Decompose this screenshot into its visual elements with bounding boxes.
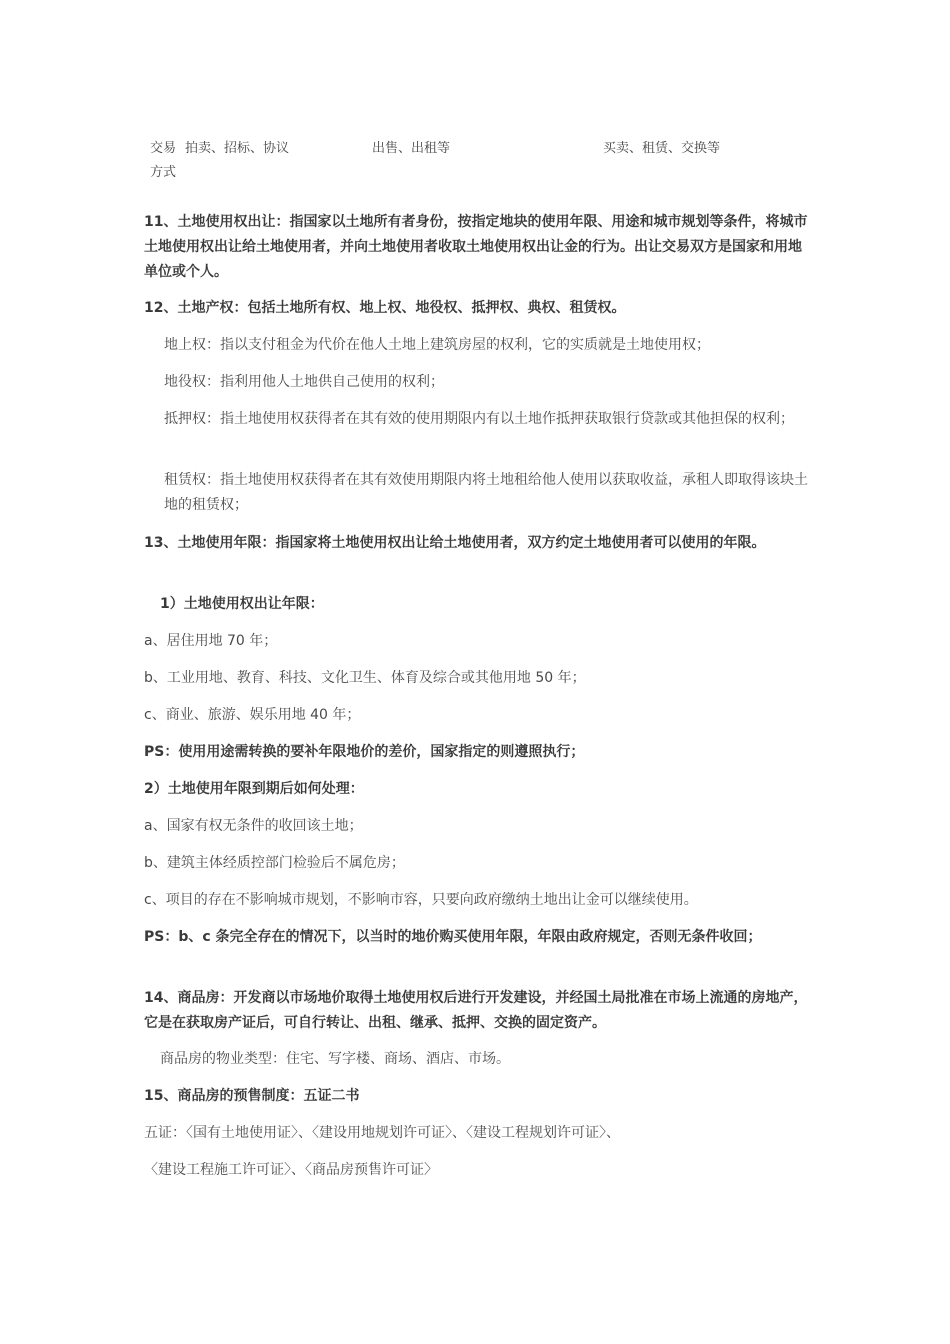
easement-right-definition: 地役权：指利用他人土地供自己使用的权利； xyxy=(164,374,444,390)
table-row-label-cont: 方式 xyxy=(150,165,177,180)
term-item-industrial: b、工业用地、教育、科技、文化卫生、体育及综合或其他用地 50 年； xyxy=(144,670,586,686)
mortgage-right-definition: 抵押权：指土地使用权获得者在其有效的使用期限内有以土地作抵押获取银行贷款或其他担保的权利； xyxy=(164,411,794,427)
expiry-item-c: c、项目的存在不影响城市规划，不影响市容，只要向政府缴纳土地出让金可以继续使用。 xyxy=(144,892,698,908)
table-cell-lease-methods: 出售、出租等 xyxy=(372,141,451,156)
expiry-item-a: a、国家有权无条件的收回该土地； xyxy=(144,818,363,834)
five-certificates-line-2: 〈建设工程施工许可证〉、〈商品房预售许可证〉 xyxy=(144,1162,438,1178)
lease-right-definition: 租赁权：指土地使用权获得者在其有效使用期限内将土地租给他人使用以获取收益，承租人即取得该块土地的租赁权； xyxy=(164,472,808,513)
section-13-title: 13、土地使用年限：指国家将土地使用权出让给土地使用者，双方约定土地使用者可以使用的年限。 xyxy=(144,535,766,551)
expiry-item-b: b、建筑主体经质控部门检验后不属危房； xyxy=(144,855,405,871)
section-15-title: 15、商品房的预售制度：五证二书 xyxy=(144,1088,360,1104)
section-12-title: 12、土地产权：包括土地所有权、地上权、地役权、抵押权、典权、租赁权。 xyxy=(144,300,626,316)
surface-right-definition: 地上权：指以支付租金为代价在他人土地上建筑房屋的权利，它的实质就是土地使用权； xyxy=(164,337,710,353)
term-item-commercial: c、商业、旅游、娱乐用地 40 年； xyxy=(144,707,361,723)
expiry-handling-heading: 2）土地使用年限到期后如何处理： xyxy=(144,781,364,797)
section-14-title: 14、商品房：开发商以市场地价取得土地使用权后进行开发建设，并经国土局批准在市场上流通的房地产，它是在获取房产证后，可自行转让、出租、继承、抵押、交换的固定资产。 xyxy=(144,990,808,1031)
table-cell-grant-methods: 拍卖、招标、协议 xyxy=(185,141,290,156)
term-item-residential: a、居住用地 70 年； xyxy=(144,633,278,649)
expiry-note-ps: PS：b、c 条完全存在的情况下，以当时的地价购买使用年限，年限由政府规定，否则无条件收回； xyxy=(144,929,762,945)
property-types: 商品房的物业类型：住宅、写字楼、商场、酒店、市场。 xyxy=(160,1051,510,1067)
term-note-ps: PS：使用用途需转换的要补年限地价的差价，国家指定的则遵照执行； xyxy=(144,744,585,760)
table-row-label: 交易 xyxy=(150,141,177,156)
five-certificates-line-1: 五证：〈国有土地使用证〉、〈建设用地规划许可证〉、〈建设工程规划许可证〉、 xyxy=(144,1125,620,1141)
section-11-land-use-right-grant: 11、土地使用权出让：指国家以土地所有者身份，按指定地块的使用年限、用途和城市规划等条件，将城市土地使用权出让给土地使用者，并向土地使用者收取土地使用权出让金的行为。出让交易双方是国家和用地单位或个人。 xyxy=(144,214,808,280)
table-cell-trade-methods: 买卖、租赁、交换等 xyxy=(603,141,721,156)
grant-term-heading: 1）土地使用权出让年限： xyxy=(160,596,324,612)
